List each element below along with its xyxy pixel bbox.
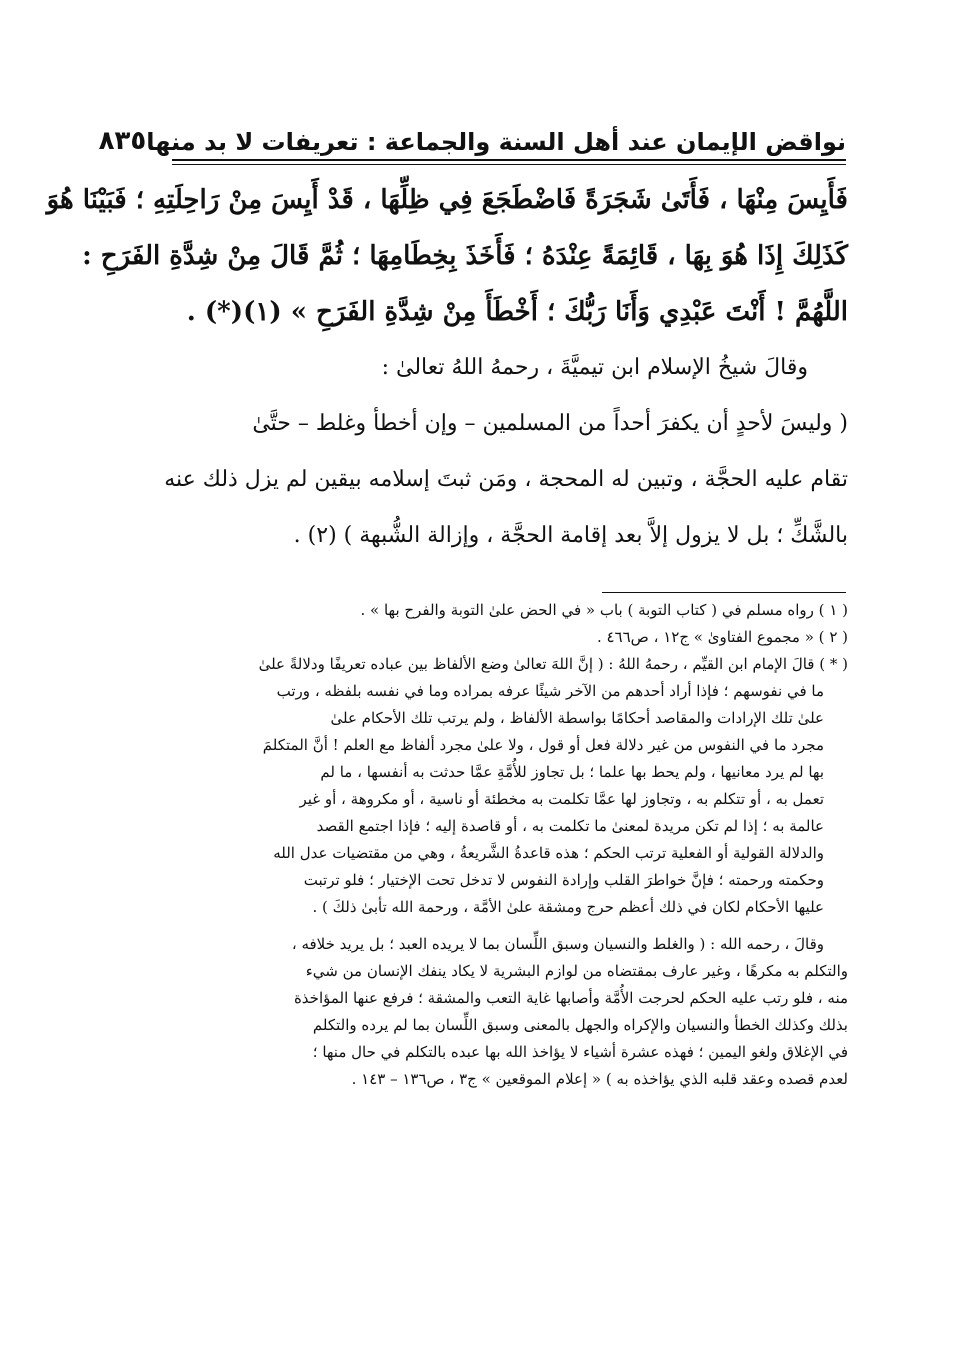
footnote-2: ( ٢ ) « مجموع الفتاوىٰ » ج١٢ ، ص٤٦٦ . (596, 628, 848, 646)
footnote-star-line: مجرد ما في النفوس من غير دلالة فعل أو قول ، ولا علىٰ مجرد ألفاظ مع العلم ! أنَّ المتكلمَ (262, 736, 824, 754)
footnotes (172, 597, 848, 1093)
hadith-line: اللَّهُمَّ ! أَنْتَ عَبْدِي وَأَنَا رَبُّكَ ؛ أَخْطَأَ مِنْ شِدَّةِ الفَرَحِ » (١)(*) . (186, 297, 848, 327)
footnote-star-line: عالمة به ؛ إذا لم تكن مريدة لمعنىٰ ما تكلمت به ، أو قاصدة إليه ؛ فإذا اجتمع القصد (316, 817, 824, 835)
footnote-star2-line: لعدم قصده وعقد قلبه الذي يؤاخذه به ) « إعلام الموقعين » ج٣ ، ص١٣٦ – ١٤٣ . (351, 1070, 848, 1088)
footnote-star2-line: في الإغلاق ولغو اليمين ؛ فهذه عشرة أشياء لا يؤاخذ الله بها عبده بالتكلم في حال منها ؛ (312, 1043, 848, 1061)
hadith-line: كَذَلِكَ إِذَا هُوَ بِهَا ، قَائِمَةً عِنْدَهُ ؛ فَأَخَذَ بِخِطَامِهَا ؛ ثُمَّ قَالَ مِنْ شِدَّةِ الفَرَحِ : (82, 241, 848, 271)
intro-line: وقالَ شيخُ الإسلام ابن تيميَّةَ ، رحمهُ اللهُ تعالىٰ : (381, 355, 808, 380)
page-number: ٨٣٥ (98, 126, 147, 156)
footnote-star-line: علىٰ تلك الإرادات والمقاصد أحكامًا بواسطة الألفاظ ، ولم يرتب تلك الأحكام علىٰ (330, 709, 824, 727)
header-rule (172, 159, 846, 161)
footnote-1: ( ١ ) رواه مسلم في ( كتاب التوبة ) باب « في الحض علىٰ التوبة والفرح بها » . (360, 601, 848, 619)
footnote-star-line: وحكمته ورحمته ؛ فإنَّ خواطرَ القلب وإرادة النفوس لا تدخل تحت الإختيار ؛ فلو ترتبت (303, 871, 824, 889)
quote-line: بالشَّكِّ ؛ بل لا يزول إلاَّ بعد إقامة الحجَّة ، وإزالة الشُّبهة ) (٢) . (293, 523, 848, 548)
footnote-separator (602, 592, 846, 593)
footnote-star2-line: بذلك وكذلك الخطأ والنسيان والإكراه والجهل بالمعنى وسبق اللِّسان بما لم يرده والتكلم (312, 1016, 848, 1034)
footnote-star2-line: والتكلم به مكرهًا ، وغير عارف بمقتضاه من لوازم البشرية لا يكاد ينفك الإنسان من شيء (305, 962, 848, 980)
main-text (46, 172, 848, 564)
footnote-star-line: ما في نفوسهم ؛ فإذا أراد أحدهم من الآخر شيئًا عرفه بمراده وما في نفسه بلفظه ، ورتب (276, 682, 824, 700)
footnote-star-line: ( * ) قالَ الإمام ابن القيِّم ، رحمهُ اللهُ : ( إنَّ اللهَ تعالىٰ وضع الألفاظ بين عباده تعريفًا ودلالةً علىٰ (258, 655, 848, 673)
hadith-line: فَأَيِسَ مِنْهَا ، فَأَتَىٰ شَجَرَةً فَاضْطَجَعَ فِي ظِلِّهَا ، قَدْ أَيِسَ مِنْ رَاحِلَتِهِ ؛ فَبَيْنَا هُوَ (46, 185, 848, 215)
footnote-star-line: بها لم يرد معانيها ، ولم يحط بها علما ؛ بل تجاوز للأُمَّةِ عمَّا حدثت به أنفسها ، ما لم (320, 763, 824, 781)
quote-line: تقام عليه الحجَّة ، وتبين له المحجة ، ومَن ثبتَ إسلامه بيقين لم يزل ذلك عنه (164, 467, 848, 492)
running-header (98, 108, 846, 156)
header-rule-thin (172, 164, 846, 165)
footnote-star2-line: وقالَ ، رحمه الله : ( والغلط والنسيان وسبق اللِّسان بما لا يريده العبد ؛ بل يريد خلافه ، (291, 935, 824, 953)
footnote-star-line: عليها الأحكام لكان في ذلك أعظم حرج ومشقة علىٰ الأمَّة ، ورحمة الله تأبىٰ ذلكَ ) . (312, 898, 824, 916)
footnote-gap (172, 921, 848, 931)
footnote-star-line: تعمل به ، أو تتكلم به ، وتجاوز لها عمَّا تكلمت به مخطئة أو ناسية ، أو مكروهة ، أو غير (299, 790, 824, 808)
footnote-star2-line: منه ، فلو رتب عليه الحكم لحرجت الأُمَّة وأصابها غاية التعب والمشقة ؛ فرفع عنها المؤاخذة (293, 989, 848, 1007)
footnote-star-line: والدلالة القولية أو الفعلية ترتب الحكم ؛ هذه قاعدةُ الشَّريعةُ ، وهي من مقتضيات عدل الله (273, 844, 824, 862)
quote-line: ( وليسَ لأحدٍ أن يكفرَ أحداً من المسلمين – وإن أخطأ وغلط – حتَّىٰ (252, 411, 848, 436)
running-title: نواقض الإيمان عند أهل السنة والجماعة : تعريفات لا بد منها (146, 128, 846, 156)
